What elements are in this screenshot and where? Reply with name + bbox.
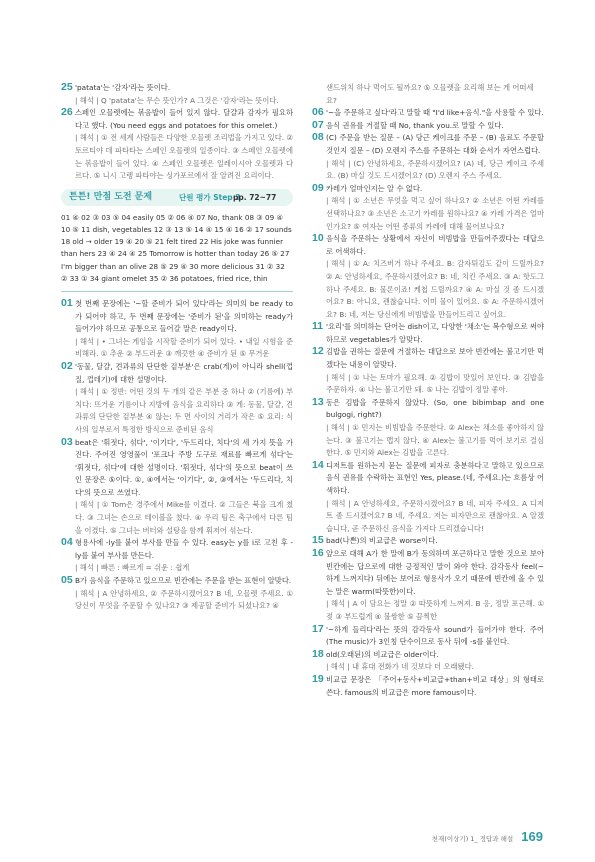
question-02	[61, 361, 293, 437]
question-07	[312, 120, 544, 133]
question-04	[61, 537, 293, 575]
translation-text: | 해석 | A 안녕하세요, ② 주문하시겠어요? B 네, 오믈렛 주세요. ① 당신이 무엇을 주문할 수 있나요? ③ 제공할 준비가 되셨나요? ④	[75, 588, 293, 611]
question-text: 음식 권유를 거절할 때 No, thank you.로 말할 수 있다.	[326, 120, 504, 130]
translation-text: | 해석 | • 그녀는 게임을 시작할 준비가 되어 있다. • 내일 시험을 준비해라. ① 추운 ② 부드러운 ③ 깨끗한 ④ 준비가 된 ⑤ 무거운	[75, 336, 293, 359]
question-text: 김밥을 권하는 질문에 거절하는 대답으로 보아 빈칸에는 불고기만 먹겠다는 내용이 알맞다.	[326, 347, 544, 370]
question-number: 05	[61, 574, 73, 587]
question-17	[312, 624, 544, 649]
question-number: 15	[312, 534, 324, 547]
question-number: 12	[312, 345, 324, 358]
left-column	[61, 82, 293, 613]
question-number: 13	[312, 395, 324, 408]
translation-text: | 해석 | ① 민지는 비빔밥을 주문한다. ② Alex는 채소를 좋아하지 않는다. ③ 불고기는 맵지 않다. ④ Alex는 불고기를 먹어 보기로 결심한다. ⑤ 민지와 Alex는 김밥을 고른다.	[326, 423, 544, 458]
question-25	[61, 82, 293, 107]
question-text: 첫 번째 문장에는 '~할 준비가 되어 있다'라는 의미의 be ready to가 되어야 하고, 두 번째 문장에는 '준비가 된'을 의미하는 ready가 들어가야 하므로 공통으로 들어갈 말은 ready이다.	[75, 298, 293, 334]
section-title: 튼튼! 만점 도전 문제	[69, 191, 153, 202]
question-text: '요리'를 의미하는 단어는 dish이고, 다양한 '채소'는 복수형으로 써야 하므로 vegetables가 알맞다.	[326, 322, 544, 344]
section-pages: pp. 72~77	[233, 192, 277, 202]
translation-text: | 해석 | ① 나는 토마가 필요해. ② 김밥이 맛있어 보인다. ③ 김밥을 주문하자. ④ 나는 불고기만 돼. ⑤ 나는 김밥이 정말 좋아.	[326, 372, 544, 395]
translation-text: | 해석 | A 안녕하세요, 주문하시겠어요? B 네, 피자 주세요. A 디저트 좀 드시겠어요? B 네, 주세요. 저는 피자만으로 괜찮아요. A 알겠습니다, 곧 주문하신 음식을 가져다 드리겠습니다!	[326, 498, 544, 533]
translation-text: | 해석 | 빠른 : 빠르게 = 쉬운 : 쉽게	[75, 563, 190, 573]
page-number: 169	[521, 829, 543, 844]
question-15	[312, 535, 544, 548]
question-14	[312, 460, 544, 536]
question-number: 19	[312, 672, 324, 685]
question-text: 스페인 오믈렛에는 볶음밥이 들어 있지 않다. 달걀과 감자가 필요하다고 했다. (You need eggs and potatoes for this omelet.)	[75, 108, 293, 130]
question-number: 11	[312, 320, 324, 333]
question-09	[312, 183, 544, 233]
right-column	[312, 82, 544, 699]
question-text: old(오래된)의 비교급은 older이다.	[326, 649, 439, 659]
question-08	[312, 132, 544, 182]
question-text: bad(나쁜)의 비교급은 worse이다.	[326, 536, 438, 546]
question-number: 10	[312, 232, 324, 245]
translation-text: | 해석 | ① 정반: 어떤 것의 두 개의 같은 부분 중 하나 ② (기름에) 부치다: 뜨거운 기름이나 지방에 음식을 요리하다 ③ 게: 동물, 달걀, 견과류의 단단한 겉부분 ④ 않는: 두 면 사이의 거리가 작은 ⑤ 요리: 식사의 일부로서 특정한 방식으로 준비된 음식	[75, 387, 293, 434]
question-number: 02	[61, 359, 73, 372]
question-text: 비교급 문장은 「주어+동사+비교급+than+비교 대상」의 형태로 쓴다. famous의 비교급은 more famous이다.	[326, 674, 544, 697]
question-11	[312, 321, 544, 346]
question-number: 09	[312, 181, 324, 194]
question-text: 음식을 주문하는 상황에서 자신이 비빔밥을 만들어주겠다는 대답으로 어색하다.	[326, 234, 544, 256]
question-text: '~을 주문하고 싶다'라고 말할 때 "I'd like+음식."을 사용할 수 있다.	[326, 108, 544, 118]
question-text: 카레가 얼마인지는 알 수 없다.	[326, 183, 423, 193]
translation-text: | 해석 | ① 전 세계 사람들은 다양한 오믈렛 조리법을 가지고 있다. ② 토르티야 데 파타타는 스페인 오믈렛의 일종이다. ③ 스페인 오믈렛에는 볶음밥이 들어 있다. ④ 스페인 오믈렛은 일레이시아 오믈렛과 다르다. ⑤ 니시 고렝 파타야는 싱가포르에서 잘 알려진 요리이다.	[75, 133, 293, 181]
answer-key: 01 ④ 02 ③ 03 ⑤ 04 easily 05 ② 06 ④ 07 No, thank 08 ③ 09 ④ 10 ⑤ 11 dish, vegetables 12 ③ 13 ⑤ 14 ④ 15 ④ 16 ② 17 sounds 18 old → older 19 ④ 20 ⑤ 21 felt tired 22 His joke was funnier than hers 23 ④ 24 ④ 25 Tomorrow is hotter than today 26 ⑤ 27 I'm bigger than an olive 28 ⑤ 29 ④ 30 more delicious 31 ② 32 ② 33 ① 34 giant omelet 35 ② 36 potatoes, fried rice, thin	[61, 212, 293, 292]
translation-text: | 해석 | Q 'patata'는 무슨 뜻인가? A 그것은 '감자'라는 뜻이다.	[75, 95, 279, 105]
question-19	[312, 674, 544, 699]
page-footer	[432, 829, 543, 844]
question-01	[61, 298, 293, 361]
question-number: 06	[312, 106, 324, 119]
translation-text: | 해석 | ① 소년은 무엇을 먹고 싶어 하나요? ② 소년은 어떤 카레를 선택하나요? ③ 소년은 소고기 카레를 원하나요? ④ 카레 가격은 얼마인가요? ⑤ 여자는 어떤 종류의 카레에 대해 물어보나요?	[326, 196, 544, 231]
question-text: 'patata'는 '감자'라는 뜻이다.	[75, 83, 171, 92]
question-number: 26	[61, 106, 73, 119]
question-05	[61, 575, 293, 613]
continued-translation: 샌드위치 하나 먹어도 될까요? ⑤ 오믈렛을 요리해 보는 게 어떠세요?	[326, 83, 534, 105]
section-step: 단원 평가 Step 3	[179, 192, 241, 202]
translation-text: | 해석 | (C) 안녕하세요, 주문하시겠어요? (A) 네, 당근 케이크 주세요. (B) 마실 것도 드시겠어요? (D) 오렌지 주스 주세요.	[326, 158, 544, 181]
question-text: 형용사에 -ly를 붙여 부사를 만들 수 있다. easy는 y를 i로 고친 후 -ly를 붙여 부사를 만든다.	[75, 538, 293, 560]
translation-text: | 해석 | ① Tom은 경주에서 Mike를 이겼다. ② 그들은 북을 크게 쳤다. ③ 그녀는 손으로 테이블을 쳤다. ④ 우리 팀은 축구에서 다른 팀을 이겼다. ⑤ 그녀는 버터와 설탕을 함께 휘저어 섞는다.	[75, 500, 293, 535]
question-13	[312, 397, 544, 460]
question-text: B가 음식을 주문하고 있으므로 빈칸에는 주문을 받는 표현이 알맞다.	[75, 576, 292, 586]
question-text: beat은 '휘젓다, 섞다', '이기다', '두드리다, 치다'의 세 가지 뜻을 가진다. 주어진 영영풀이 '포크나 주방 도구로 재료를 빠르게 섞다'는 '휘젓다, 섞다'에 대한 설명이다. '휘젓다, 섞다'의 뜻으로 beat이 쓰인 문장은 ⑤이다. ①, ④에서는 '이기다', ②, ③에서는 '두드리다, 치다'의 뜻으로 쓰였다.	[75, 437, 293, 497]
translation-text: | 해석 | A 이 담요는 정말 ② 따뜻하게 느껴져. B 응, 정말 포근해. ① 젖 ③ 부드럽게 ④ 불쌍한 ⑤ 끔찍한	[326, 599, 544, 621]
question-text: (C) 주문을 받는 질문 – (A) 당근 케이크를 주문 – (B) 음료도 주문할 것인지 질문 – (D) 오렌지 주스를 주문하는 대화 순서가 자연스럽다.	[326, 133, 544, 155]
question-16	[312, 548, 544, 624]
question-12	[312, 346, 544, 396]
footer-text: 천재(이상기) 1_ 정답과 해설	[431, 835, 514, 843]
question-number: 18	[312, 647, 324, 660]
question-18	[312, 649, 544, 674]
question-number: 03	[61, 435, 73, 448]
question-number: 17	[312, 622, 324, 635]
question-10	[312, 233, 544, 321]
question-number: 14	[312, 458, 324, 471]
question-text: '~하게 들리다'라는 뜻의 감각동사 sound가 들어가야 한다. 주어(The music)가 3인칭 단수이므로 동사 뒤에 -s를 붙인다.	[326, 624, 544, 647]
question-number: 08	[312, 131, 324, 144]
question-text: 디저트를 원하는지 묻는 질문에 피자로 충분하다고 말하고 있으므로 음식 권유를 수락하는 표현인 Yes, please.(네, 주세요.)는 흐름상 어색하다.	[326, 460, 544, 495]
section-header	[61, 189, 293, 206]
question-text: '동물, 달걀, 견과류의 단단한 겉부분'은 crab(게)이 아니라 shell(껍질, 껍데기)에 대한 설명이다.	[75, 361, 293, 384]
question-number: 04	[61, 536, 73, 549]
question-03	[61, 437, 293, 538]
question-number: 16	[312, 546, 324, 559]
translation-text: | 해석 | 내 휴대 전화가 네 것보다 더 오래됐다.	[326, 662, 474, 672]
translation-text: | 해석 | ① A: 치즈버거 하나 주세요. B: 감자튀김도 같이 드릴까요? ② A: 안녕하세요, 주문하시겠어요? B: 네, 치킨 주세요. ③ A: 핫도그 하나 주세요. B: 물론이죠! 케첩 드릴까요? ④ A: 마실 것 좀 드시겠어요? B: 아니요, 괜찮습니다. 이미 물이 있어요. ⑤ A: 주문하시겠어요? B: 네, 저는 당신에게 비빔밥을 만들어드리고 싶어요.	[326, 259, 544, 319]
question-26	[61, 107, 293, 183]
question-number: 25	[61, 81, 73, 93]
question-number: 07	[312, 118, 324, 131]
question-number: 01	[61, 296, 73, 309]
question-text: 앞으로 대해 A가 한 말에 B가 동의하며 포근하다고 말한 것으로 보아 빈칸에는 답으로에 대한 긍정적인 말이 와야 한다. 감각동사 feel(~하게 느껴지다) 뒤에는 보어로 형용사가 오기 때문에 빈칸에 올 수 있는 말은 warm(따뜻한)이다.	[326, 548, 544, 596]
question-06	[312, 107, 544, 120]
question-text: 동은 김밥을 주문하지 않았다. (So, one bibimbap and one bulgogi, right?)	[326, 397, 544, 420]
